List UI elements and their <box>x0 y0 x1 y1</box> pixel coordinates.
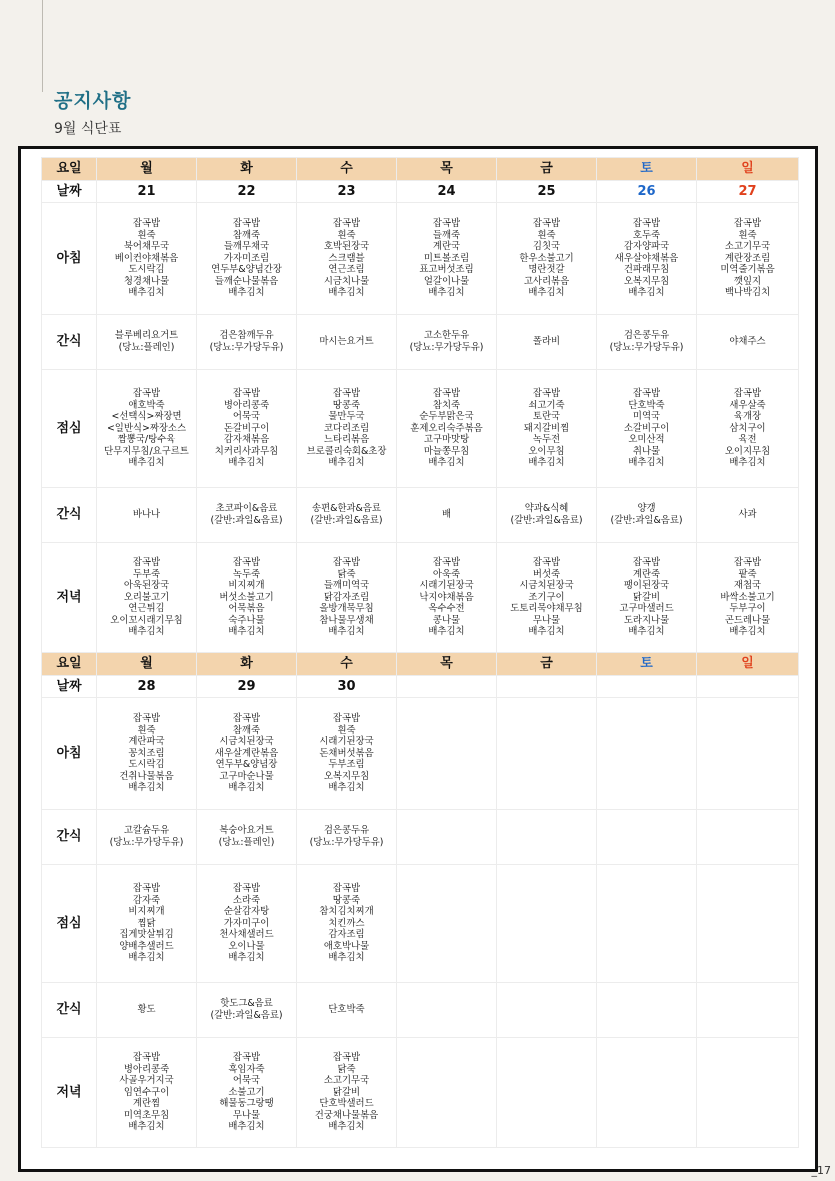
meal-row-breakfast <box>42 698 799 810</box>
menu-cell: 검은콩두유 (당뇨:무가당두유) <box>297 810 397 865</box>
menu-cell: 잡곡밥 소라죽 순살감자탕 가자미구이 천사채샐러드 오이나물 배추김치 <box>197 865 297 983</box>
date-cell: 27 <box>697 181 799 203</box>
menu-cell: 잡곡밥 버섯죽 시금치된장국 조기구이 도토리묵야채무침 무나물 배추김치 <box>497 543 597 653</box>
menu-cell: 잡곡밥 병아리콩죽 어묵국 돈갈비구이 감자채볶음 치커리사과무침 배추김치 <box>197 370 297 488</box>
menu-cell: 야채주스 <box>697 315 799 370</box>
menu-cell: 잡곡밥 흑임자죽 어묵국 소불고기 해물동그랑땡 무나물 배추김치 <box>197 1038 297 1148</box>
day-name: 금 <box>497 158 597 181</box>
page-title: 공지사항 <box>54 90 132 112</box>
meal-row-lunch <box>42 865 799 983</box>
date-cell <box>397 676 497 698</box>
menu-cell <box>697 865 799 983</box>
row-label-snack-am: 간식 <box>42 315 97 370</box>
menu-cell <box>697 983 799 1038</box>
date-cell: 22 <box>197 181 297 203</box>
menu-cell: 양갱 (갈반:과일&음료) <box>597 488 697 543</box>
menu-cell <box>597 1038 697 1148</box>
menu-cell <box>397 698 497 810</box>
day-name: 토 <box>597 653 697 676</box>
meal-row-snack-pm <box>42 488 799 543</box>
menu-cell <box>497 865 597 983</box>
menu-cell: 황도 <box>97 983 197 1038</box>
date-cell <box>497 676 597 698</box>
menu-cell: 잡곡밥 참깨죽 들깨무채국 가자미조림 연두부&양념간장 들깨순나물볶음 배추김치 <box>197 203 297 315</box>
menu-cell: 잡곡밥 호두죽 감자양파국 새우살야채볶음 건파래무침 오복지무침 배추김치 <box>597 203 697 315</box>
menu-cell: 잡곡밥 땅콩죽 물만두국 코다리조림 느타리볶음 브로콜리숙회&초장 배추김치 <box>297 370 397 488</box>
menu-cell: 핫도그&음료 (갈반:과일&음료) <box>197 983 297 1038</box>
day-name: 목 <box>397 158 497 181</box>
menu-cell: 잡곡밥 아욱죽 시래기된장국 낙지야채볶음 옥수수전 콩나물 배추김치 <box>397 543 497 653</box>
menu-cell: 검은콩두유 (당뇨:무가당두유) <box>597 315 697 370</box>
menu-cell: 블루베리요거트 (당뇨:플레인) <box>97 315 197 370</box>
menu-cell: 잡곡밥 흰죽 북어채무국 베이컨야채볶음 도시락김 청경채나물 배추김치 <box>97 203 197 315</box>
menu-cell <box>697 810 799 865</box>
menu-frame <box>18 146 818 1172</box>
meal-row-snack-am <box>42 315 799 370</box>
row-label-dinner: 저녁 <box>42 1038 97 1148</box>
menu-cell <box>697 698 799 810</box>
menu-cell: 고칼슘두유 (당뇨:무가당두유) <box>97 810 197 865</box>
menu-cell: 잡곡밥 병아리콩죽 사골우거지국 임연수구이 계란찜 미역초무침 배추김치 <box>97 1038 197 1148</box>
row-label-day: 요일 <box>42 158 97 181</box>
menu-cell: 잡곡밥 흰죽 호박된장국 스크램블 연근조림 시금치나물 배추김치 <box>297 203 397 315</box>
menu-cell: 잡곡밥 팥죽 재첩국 바싹소불고기 두부구이 곤드레나물 배추김치 <box>697 543 799 653</box>
menu-cell: 잡곡밥 쇠고기죽 토란국 돼지갈비찜 녹두전 오이무침 배추김치 <box>497 370 597 488</box>
meal-row-snack-pm <box>42 983 799 1038</box>
day-name: 수 <box>297 653 397 676</box>
menu-cell <box>397 865 497 983</box>
menu-cell <box>697 1038 799 1148</box>
date-cell: 28 <box>97 676 197 698</box>
row-label-date: 날짜 <box>42 676 97 698</box>
menu-cell: 잡곡밥 들깨죽 계란국 미트볼조림 표고버섯조림 얼갈이나물 배추김치 <box>397 203 497 315</box>
menu-cell: 잡곡밥 새우살죽 육개장 삼치구이 육전 오이지무침 배추김치 <box>697 370 799 488</box>
menu-cell: 잡곡밥 감자죽 비지찌개 찜닭 집게맛살튀김 양배추샐러드 배추김치 <box>97 865 197 983</box>
menu-cell: 단호박죽 <box>297 983 397 1038</box>
date-cell <box>697 676 799 698</box>
menu-cell: 폴라비 <box>497 315 597 370</box>
date-row <box>42 676 799 698</box>
row-label-snack-am: 간식 <box>42 810 97 865</box>
date-cell: 23 <box>297 181 397 203</box>
menu-cell <box>397 1038 497 1148</box>
decorative-rule <box>42 0 43 92</box>
date-cell: 21 <box>97 181 197 203</box>
day-name: 월 <box>97 653 197 676</box>
menu-cell <box>597 810 697 865</box>
menu-cell: 잡곡밥 참깨죽 시금치된장국 새우살계란볶음 연두부&양념장 고구마순나물 배추김치 <box>197 698 297 810</box>
day-name: 화 <box>197 653 297 676</box>
date-cell: 26 <box>597 181 697 203</box>
menu-cell <box>497 983 597 1038</box>
row-label-lunch: 점심 <box>42 865 97 983</box>
date-row <box>42 181 799 203</box>
row-label-day: 요일 <box>42 653 97 676</box>
menu-cell: 고소한두유 (당뇨:무가당두유) <box>397 315 497 370</box>
menu-cell: 잡곡밥 참치죽 순두부맑은국 훈제오리숙주볶음 고구마맛탕 마늘쫑무침 배추김치 <box>397 370 497 488</box>
menu-cell <box>497 810 597 865</box>
menu-cell: 사과 <box>697 488 799 543</box>
day-name: 수 <box>297 158 397 181</box>
menu-cell: 잡곡밥 녹두죽 비지찌개 버섯소불고기 어묵볶음 숙주나물 배추김치 <box>197 543 297 653</box>
date-cell: 30 <box>297 676 397 698</box>
menu-cell: 복숭아요거트 (당뇨:플레인) <box>197 810 297 865</box>
menu-cell <box>397 983 497 1038</box>
date-cell: 29 <box>197 676 297 698</box>
menu-cell: 잡곡밥 흰죽 김칫국 한우소불고기 명란젓갈 고사리볶음 배추김치 <box>497 203 597 315</box>
menu-cell: 잡곡밥 닭죽 소고기무국 닭갈비 단호박샐러드 건궁채나물볶음 배추김치 <box>297 1038 397 1148</box>
day-name: 금 <box>497 653 597 676</box>
day-name: 일 <box>697 158 799 181</box>
menu-cell <box>497 1038 597 1148</box>
date-cell: 24 <box>397 181 497 203</box>
row-label-dinner: 저녁 <box>42 543 97 653</box>
menu-cell: 배 <box>397 488 497 543</box>
menu-cell: 잡곡밥 땅콩죽 참치김치찌개 치킨까스 감자조림 애호박나물 배추김치 <box>297 865 397 983</box>
menu-cell: 약과&식혜 (갈반:과일&음료) <box>497 488 597 543</box>
day-header-row <box>42 158 799 181</box>
menu-cell: 바나나 <box>97 488 197 543</box>
page-subtitle: 9월 식단표 <box>54 121 122 137</box>
menu-cell: 잡곡밥 흰죽 계란파국 꽁치조림 도시락김 건취나물볶음 배추김치 <box>97 698 197 810</box>
date-cell <box>597 676 697 698</box>
menu-cell: 초코파이&음료 (갈반:과일&음료) <box>197 488 297 543</box>
day-name: 화 <box>197 158 297 181</box>
row-label-breakfast: 아침 <box>42 698 97 810</box>
meal-row-dinner <box>42 1038 799 1148</box>
row-label-snack-pm: 간식 <box>42 488 97 543</box>
menu-cell: 잡곡밥 닭죽 들깨미역국 닭감자조림 올방개묵무침 참나물무생채 배추김치 <box>297 543 397 653</box>
row-label-breakfast: 아침 <box>42 203 97 315</box>
menu-cell <box>497 698 597 810</box>
day-name: 토 <box>597 158 697 181</box>
menu-cell <box>597 698 697 810</box>
meal-row-breakfast <box>42 203 799 315</box>
menu-cell <box>597 983 697 1038</box>
menu-cell: 마시는요거트 <box>297 315 397 370</box>
menu-cell: 잡곡밥 흰죽 소고기무국 계란장조림 미역줄기볶음 깻잎지 백나박김치 <box>697 203 799 315</box>
meal-row-lunch <box>42 370 799 488</box>
day-header-row <box>42 653 799 676</box>
day-name: 월 <box>97 158 197 181</box>
page-number: _17 <box>811 1164 831 1177</box>
day-name: 일 <box>697 653 799 676</box>
menu-cell: 잡곡밥 두부죽 아욱된장국 오리불고기 연근튀김 오이꼬시래기무침 배추김치 <box>97 543 197 653</box>
date-cell: 25 <box>497 181 597 203</box>
menu-cell <box>397 810 497 865</box>
menu-cell: 잡곡밥 계란죽 팽이된장국 닭갈비 고구마샐러드 도라지나물 배추김치 <box>597 543 697 653</box>
row-label-date: 날짜 <box>42 181 97 203</box>
menu-table <box>41 157 799 1148</box>
menu-cell: 검은참깨두유 (당뇨:무가당두유) <box>197 315 297 370</box>
menu-cell: 송편&한과&음료 (갈반:과일&음료) <box>297 488 397 543</box>
menu-cell: 잡곡밥 애호박죽 <선택식>짜장면 <일반식>짜장소스 짬뽕국/탕수육 단무지무침/요구르트 배추김치 <box>97 370 197 488</box>
day-name: 목 <box>397 653 497 676</box>
menu-cell: 잡곡밥 흰죽 시래기된장국 돈채버섯볶음 두부조림 오복지무침 배추김치 <box>297 698 397 810</box>
meal-row-dinner <box>42 543 799 653</box>
menu-cell: 잡곡밥 단호박죽 미역국 소갈비구이 오미산적 취나물 배추김치 <box>597 370 697 488</box>
menu-cell <box>597 865 697 983</box>
row-label-lunch: 점심 <box>42 370 97 488</box>
row-label-snack-pm: 간식 <box>42 983 97 1038</box>
meal-row-snack-am <box>42 810 799 865</box>
